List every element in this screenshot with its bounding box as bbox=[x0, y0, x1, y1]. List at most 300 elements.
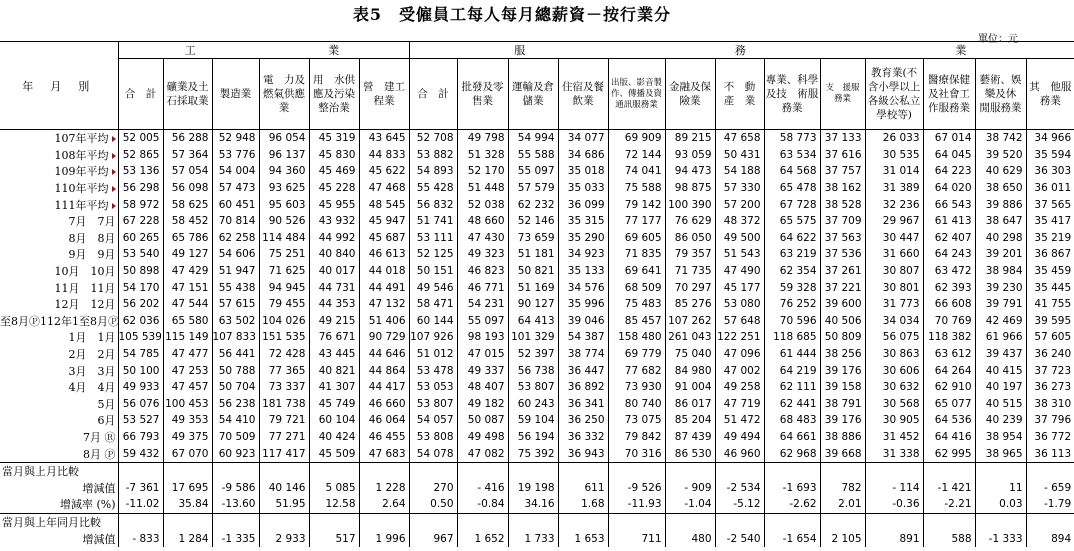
table-cell: 77 177 bbox=[608, 213, 665, 230]
table-row bbox=[0, 263, 1074, 280]
table-cell: 38 162 bbox=[820, 180, 865, 197]
table-cell: 117 417 bbox=[259, 445, 309, 462]
table-cell: 63 534 bbox=[764, 147, 820, 164]
table-cell: 62 393 bbox=[923, 279, 975, 296]
row-label-text: 5月 bbox=[97, 397, 116, 411]
table-cell: 54 410 bbox=[212, 412, 259, 429]
table-cell: 36 240 bbox=[1026, 346, 1074, 363]
table-cell: 96 137 bbox=[259, 147, 309, 164]
table-cell: 58 471 bbox=[409, 296, 457, 313]
empty-cell bbox=[118, 462, 163, 479]
empty-cell bbox=[764, 513, 820, 530]
table-cell: 36 099 bbox=[558, 196, 608, 213]
empty-cell bbox=[665, 462, 715, 479]
table-cell: 39 201 bbox=[975, 246, 1026, 263]
table-cell: -1 333 bbox=[975, 530, 1026, 547]
empty-cell bbox=[608, 513, 665, 530]
empty-cell bbox=[309, 513, 359, 530]
table-cell: 39 046 bbox=[558, 313, 608, 330]
table-cell: 35.84 bbox=[163, 496, 212, 513]
table-cell: 62 910 bbox=[923, 379, 975, 396]
table-cell: 49 500 bbox=[715, 230, 764, 247]
table-cell: 52 948 bbox=[212, 130, 259, 147]
table-cell: 93 625 bbox=[259, 180, 309, 197]
table-cell: 39 176 bbox=[820, 412, 865, 429]
table-cell: 47 002 bbox=[715, 362, 764, 379]
table-cell: 67 728 bbox=[764, 196, 820, 213]
table-cell: 59 432 bbox=[118, 445, 163, 462]
table-cell: 29 967 bbox=[865, 213, 923, 230]
row-label bbox=[0, 230, 118, 247]
table-cell: 19 198 bbox=[508, 479, 558, 496]
row-label bbox=[0, 296, 118, 313]
table-cell: 2.01 bbox=[820, 496, 865, 513]
table-cell: 52 125 bbox=[409, 246, 457, 263]
table-cell: 68 483 bbox=[764, 412, 820, 429]
table-cell: 64 223 bbox=[923, 163, 975, 180]
table-row bbox=[0, 379, 1074, 396]
table-cell: 37 565 bbox=[1026, 196, 1074, 213]
table-cell: 67 228 bbox=[118, 213, 163, 230]
row-label bbox=[0, 496, 118, 513]
table-cell: 36 011 bbox=[1026, 180, 1074, 197]
table-cell: 36 772 bbox=[1026, 429, 1074, 446]
group-services-char-3: 業 bbox=[955, 44, 967, 57]
table-cell: 49 353 bbox=[163, 412, 212, 429]
table-cell: 53 527 bbox=[118, 412, 163, 429]
row-label-text: 10月 10月 bbox=[54, 265, 116, 279]
table-cell: 51 406 bbox=[359, 313, 409, 330]
table-row bbox=[0, 329, 1074, 346]
table-cell: 44 417 bbox=[359, 379, 409, 396]
table-cell: 62 111 bbox=[764, 379, 820, 396]
table-cell: 63 502 bbox=[212, 313, 259, 330]
table-cell: 53 111 bbox=[409, 230, 457, 247]
empty-cell bbox=[259, 462, 309, 479]
table-cell: 56 298 bbox=[118, 180, 163, 197]
table-cell: 50 100 bbox=[118, 362, 163, 379]
table-cell: 60 451 bbox=[212, 196, 259, 213]
table-cell: 36 943 bbox=[558, 445, 608, 462]
table-cell: 54 078 bbox=[409, 445, 457, 462]
table-cell: 86 017 bbox=[665, 396, 715, 413]
table-cell: 40 017 bbox=[309, 263, 359, 280]
table-cell: 69 641 bbox=[608, 263, 665, 280]
table-cell: 2 105 bbox=[820, 530, 865, 547]
table-cell: -1 654 bbox=[764, 530, 820, 547]
table-cell: 50 151 bbox=[409, 263, 457, 280]
column-header: 製造業 bbox=[212, 59, 259, 130]
row-label bbox=[0, 362, 118, 379]
table-cell: 38 256 bbox=[820, 346, 865, 363]
table-cell: 47 477 bbox=[163, 346, 212, 363]
table-cell: -1 335 bbox=[212, 530, 259, 547]
empty-cell bbox=[865, 513, 923, 530]
table-cell: 55 097 bbox=[508, 163, 558, 180]
table-cell: -11.93 bbox=[608, 496, 665, 513]
column-header: 礦業及土石採取業 bbox=[163, 59, 212, 130]
table-cell: 107 833 bbox=[212, 329, 259, 346]
table-row bbox=[0, 362, 1074, 379]
table-cell: 37 796 bbox=[1026, 412, 1074, 429]
table-cell: 63 472 bbox=[923, 263, 975, 280]
table-cell: 79 842 bbox=[608, 429, 665, 446]
table-cell: 39 791 bbox=[975, 296, 1026, 313]
table-cell: 31 014 bbox=[865, 163, 923, 180]
table-cell: 47 253 bbox=[163, 362, 212, 379]
table-cell: 1 653 bbox=[558, 530, 608, 547]
table-cell: 96 054 bbox=[259, 130, 309, 147]
table-cell: 47 544 bbox=[163, 296, 212, 313]
table-cell: 64 416 bbox=[923, 429, 975, 446]
table-cell: 39 158 bbox=[820, 379, 865, 396]
table-cell: 73 659 bbox=[508, 230, 558, 247]
table-cell: -5.12 bbox=[715, 496, 764, 513]
table-cell: -1.79 bbox=[1026, 496, 1074, 513]
table-cell: 55 588 bbox=[508, 147, 558, 164]
table-cell: 46 960 bbox=[715, 445, 764, 462]
table-cell: 43 445 bbox=[309, 346, 359, 363]
row-label-text: 增減率 (%) bbox=[59, 498, 116, 512]
table-cell: 49 546 bbox=[409, 279, 457, 296]
table-cell: 54 994 bbox=[508, 130, 558, 147]
row-label bbox=[0, 346, 118, 363]
table-cell: 41 307 bbox=[309, 379, 359, 396]
table-cell: 51 472 bbox=[715, 412, 764, 429]
table-cell: 30 606 bbox=[865, 362, 923, 379]
table-cell: 38 528 bbox=[820, 196, 865, 213]
table-cell: 85 457 bbox=[608, 313, 665, 330]
table-cell: 52 708 bbox=[409, 130, 457, 147]
table-cell: 118 382 bbox=[923, 329, 975, 346]
table-row bbox=[0, 180, 1074, 197]
table-cell: 70 509 bbox=[212, 429, 259, 446]
table-cell: 35 315 bbox=[558, 213, 608, 230]
table-cell: 49 337 bbox=[457, 362, 508, 379]
table-cell: 89 215 bbox=[665, 130, 715, 147]
table-cell: 64 536 bbox=[923, 412, 975, 429]
table-row bbox=[0, 296, 1074, 313]
table-cell: 51.95 bbox=[259, 496, 309, 513]
table-cell: 47 430 bbox=[457, 230, 508, 247]
section-title: 當月與上年同月比較 bbox=[0, 513, 118, 530]
column-header: 其 他服務業 bbox=[1026, 59, 1074, 130]
table-cell: 30 807 bbox=[865, 263, 923, 280]
table-cell: 85 204 bbox=[665, 412, 715, 429]
table-cell: 53 080 bbox=[715, 296, 764, 313]
row-label-text: 1月 1月 bbox=[68, 331, 116, 345]
table-cell: 55 097 bbox=[457, 313, 508, 330]
table-cell: 47 683 bbox=[359, 445, 409, 462]
table-cell: 62 036 bbox=[118, 313, 163, 330]
table-cell: 58 972 bbox=[118, 196, 163, 213]
table-cell: 75 588 bbox=[608, 180, 665, 197]
table-cell: 50 809 bbox=[820, 329, 865, 346]
table-cell: 62 968 bbox=[764, 445, 820, 462]
table-cell: 62 441 bbox=[764, 396, 820, 413]
table-cell: 0.50 bbox=[409, 496, 457, 513]
empty-cell bbox=[212, 513, 259, 530]
table-cell: 39 520 bbox=[975, 147, 1026, 164]
table-cell: 45 687 bbox=[359, 230, 409, 247]
table-cell: 53 776 bbox=[212, 147, 259, 164]
table-cell: 36 447 bbox=[558, 362, 608, 379]
table-cell: 65 478 bbox=[764, 180, 820, 197]
table-cell: 894 bbox=[1026, 530, 1074, 547]
table-cell: 59 104 bbox=[508, 412, 558, 429]
group-industry-char-2: 業 bbox=[328, 44, 340, 57]
table-cell: 40 415 bbox=[975, 362, 1026, 379]
empty-cell bbox=[558, 513, 608, 530]
column-header: 合 計 bbox=[118, 59, 163, 130]
table-row bbox=[0, 213, 1074, 230]
empty-cell bbox=[923, 462, 975, 479]
row-label-text: 增減值 bbox=[82, 532, 116, 546]
table-cell: 53 136 bbox=[118, 163, 163, 180]
table-cell: 62 232 bbox=[508, 196, 558, 213]
row-label-text: 9月 9月 bbox=[68, 248, 116, 262]
table-cell: 45 509 bbox=[309, 445, 359, 462]
table-cell: 56 076 bbox=[118, 396, 163, 413]
empty-cell bbox=[457, 462, 508, 479]
table-cell: -2.21 bbox=[923, 496, 975, 513]
row-label-text: 12月 12月 bbox=[54, 298, 116, 312]
empty-cell bbox=[508, 462, 558, 479]
table-cell: 57 054 bbox=[163, 163, 212, 180]
table-cell: 67 014 bbox=[923, 130, 975, 147]
table-cell: 5 085 bbox=[309, 479, 359, 496]
table-cell: 65 786 bbox=[163, 230, 212, 247]
row-label-text: 111年平均 bbox=[54, 198, 109, 212]
table-cell: 54 606 bbox=[212, 246, 259, 263]
table-cell: 35 459 bbox=[1026, 263, 1074, 280]
row-label bbox=[0, 412, 118, 429]
row-label bbox=[0, 130, 118, 147]
table-cell: 47 658 bbox=[715, 130, 764, 147]
table-cell: 93 059 bbox=[665, 147, 715, 164]
table-cell: 51 448 bbox=[457, 180, 508, 197]
column-header: 藝術、娛樂及休 閒服務業 bbox=[975, 59, 1026, 130]
table-cell: 49 127 bbox=[163, 246, 212, 263]
table-cell: 51 169 bbox=[508, 279, 558, 296]
table-cell: 67 070 bbox=[163, 445, 212, 462]
table-cell: 517 bbox=[309, 530, 359, 547]
table-cell: 52 170 bbox=[457, 163, 508, 180]
table-cell: 44 833 bbox=[359, 147, 409, 164]
table-cell: 64 243 bbox=[923, 246, 975, 263]
table-cell: 58 773 bbox=[764, 130, 820, 147]
empty-cell bbox=[975, 513, 1026, 530]
table-cell: 79 357 bbox=[665, 246, 715, 263]
table-cell: 967 bbox=[409, 530, 457, 547]
table-cell: 70 297 bbox=[665, 279, 715, 296]
column-header: 不 動 產 業 bbox=[715, 59, 764, 130]
group-services-header bbox=[409, 42, 1074, 59]
table-cell: - 416 bbox=[457, 479, 508, 496]
table-cell: 57 579 bbox=[508, 180, 558, 197]
table-cell: 75 251 bbox=[259, 246, 309, 263]
table-cell: 65 077 bbox=[923, 396, 975, 413]
table-cell: 45 177 bbox=[715, 279, 764, 296]
table-cell: 50 704 bbox=[212, 379, 259, 396]
table-cell: 181 738 bbox=[259, 396, 309, 413]
table-cell: 480 bbox=[665, 530, 715, 547]
table-cell: 60 144 bbox=[409, 313, 457, 330]
table-cell: 37 133 bbox=[820, 130, 865, 147]
column-header: 運輸及倉儲業 bbox=[508, 59, 558, 130]
row-label bbox=[0, 279, 118, 296]
table-cell: -0.36 bbox=[865, 496, 923, 513]
column-header: 支 援服務業 bbox=[820, 59, 865, 130]
empty-cell bbox=[975, 462, 1026, 479]
table-cell: 31 389 bbox=[865, 180, 923, 197]
table-cell: 1.68 bbox=[558, 496, 608, 513]
table-cell: 38 647 bbox=[975, 213, 1026, 230]
table-cell: 1 733 bbox=[508, 530, 558, 547]
table-cell: 38 310 bbox=[1026, 396, 1074, 413]
table-cell: 91 004 bbox=[665, 379, 715, 396]
group-services-char-2: 務 bbox=[734, 44, 746, 57]
table-cell: 35 594 bbox=[1026, 147, 1074, 164]
row-label-text: 108年平均 bbox=[54, 148, 109, 162]
table-cell: 114 484 bbox=[259, 230, 309, 247]
table-cell: 49 323 bbox=[457, 246, 508, 263]
empty-cell bbox=[118, 513, 163, 530]
table-cell: 47 132 bbox=[359, 296, 409, 313]
table-row bbox=[0, 429, 1074, 446]
table-cell: 51 181 bbox=[508, 246, 558, 263]
empty-cell bbox=[359, 513, 409, 530]
table-cell: 56 238 bbox=[212, 396, 259, 413]
table-cell: 40 515 bbox=[975, 396, 1026, 413]
row-label bbox=[0, 379, 118, 396]
row-label bbox=[0, 263, 118, 280]
table-cell: 40 239 bbox=[975, 412, 1026, 429]
table-cell: 64 661 bbox=[764, 429, 820, 446]
row-marker-icon bbox=[112, 169, 116, 175]
table-cell: 73 075 bbox=[608, 412, 665, 429]
table-cell: 85 276 bbox=[665, 296, 715, 313]
column-header: 營 建工程業 bbox=[359, 59, 409, 130]
table-cell: 98 193 bbox=[457, 329, 508, 346]
table-cell: -9 526 bbox=[608, 479, 665, 496]
table-cell: 58 625 bbox=[163, 196, 212, 213]
table-cell: 34 923 bbox=[558, 246, 608, 263]
table-cell: 30 905 bbox=[865, 412, 923, 429]
table-cell: 38 791 bbox=[820, 396, 865, 413]
empty-cell bbox=[558, 462, 608, 479]
section-header-row bbox=[0, 513, 1074, 530]
table-cell: 44 353 bbox=[309, 296, 359, 313]
table-cell: 79 721 bbox=[259, 412, 309, 429]
column-header: 金融及保險業 bbox=[665, 59, 715, 130]
table-cell: 37 221 bbox=[820, 279, 865, 296]
row-label-text: 107年平均 bbox=[54, 132, 109, 146]
table-cell: 47 719 bbox=[715, 396, 764, 413]
table-cell: 73 930 bbox=[608, 379, 665, 396]
table-cell: 54 387 bbox=[558, 329, 608, 346]
table-cell: 42 469 bbox=[975, 313, 1026, 330]
table-cell: 35 996 bbox=[558, 296, 608, 313]
row-label bbox=[0, 246, 118, 263]
table-cell: 70 316 bbox=[608, 445, 665, 462]
table-cell: 53 053 bbox=[409, 379, 457, 396]
table-cell: 158 480 bbox=[608, 329, 665, 346]
table-cell: 44 864 bbox=[359, 362, 409, 379]
table-cell: 46 771 bbox=[457, 279, 508, 296]
table-cell: 36 113 bbox=[1026, 445, 1074, 462]
table-cell: 49 182 bbox=[457, 396, 508, 413]
table-cell: -13.60 bbox=[212, 496, 259, 513]
table-cell: 36 892 bbox=[558, 379, 608, 396]
table-cell: 1 996 bbox=[359, 530, 409, 547]
table-cell: 69 909 bbox=[608, 130, 665, 147]
table-cell: 80 740 bbox=[608, 396, 665, 413]
table-cell: 64 264 bbox=[923, 362, 975, 379]
table-cell: 65 580 bbox=[163, 313, 212, 330]
table-cell: 55 438 bbox=[212, 279, 259, 296]
table-cell: 49 215 bbox=[309, 313, 359, 330]
table-row bbox=[0, 412, 1074, 429]
table-cell: 57 615 bbox=[212, 296, 259, 313]
table-cell: 56 441 bbox=[212, 346, 259, 363]
table-cell: 98 875 bbox=[665, 180, 715, 197]
table-cell: 79 142 bbox=[608, 196, 665, 213]
table-cell: 37 261 bbox=[820, 263, 865, 280]
empty-cell bbox=[1026, 513, 1074, 530]
table-cell: 62 354 bbox=[764, 263, 820, 280]
table-cell: 57 605 bbox=[1026, 329, 1074, 346]
table-cell: 57 473 bbox=[212, 180, 259, 197]
empty-cell bbox=[508, 513, 558, 530]
table-cell: 52 005 bbox=[118, 130, 163, 147]
table-cell: 51 741 bbox=[409, 213, 457, 230]
table-cell: 34 576 bbox=[558, 279, 608, 296]
table-cell: 57 364 bbox=[163, 147, 212, 164]
table-cell: 46 064 bbox=[359, 412, 409, 429]
table-cell: 47 082 bbox=[457, 445, 508, 462]
table-cell: 60 923 bbox=[212, 445, 259, 462]
table-cell: 45 947 bbox=[359, 213, 409, 230]
table-cell: 782 bbox=[820, 479, 865, 496]
table-cell: 122 251 bbox=[715, 329, 764, 346]
unit-label: 單位：元 bbox=[978, 34, 1018, 45]
table-cell: 60 104 bbox=[309, 412, 359, 429]
table-cell: 36 273 bbox=[1026, 379, 1074, 396]
row-label-text: 增減值 bbox=[82, 481, 116, 495]
table-cell: 64 219 bbox=[764, 362, 820, 379]
table-cell: 94 945 bbox=[259, 279, 309, 296]
table-cell: 53 882 bbox=[409, 147, 457, 164]
table-cell: 56 288 bbox=[163, 130, 212, 147]
table-row bbox=[0, 313, 1074, 330]
table-cell: 94 360 bbox=[259, 163, 309, 180]
table-cell: 63 219 bbox=[764, 246, 820, 263]
table-cell: 100 390 bbox=[665, 196, 715, 213]
table-cell: 100 453 bbox=[163, 396, 212, 413]
table-cell: 51 012 bbox=[409, 346, 457, 363]
table-cell: 48 407 bbox=[457, 379, 508, 396]
row-label bbox=[0, 479, 118, 496]
column-header: 出版、影音製作、傳播及資通訊服務業 bbox=[608, 59, 665, 130]
table-cell: 107 926 bbox=[409, 329, 457, 346]
table-cell: 50 898 bbox=[118, 263, 163, 280]
table-cell: 45 749 bbox=[309, 396, 359, 413]
table-row bbox=[0, 530, 1074, 547]
table-cell: 26 033 bbox=[865, 130, 923, 147]
empty-cell bbox=[409, 513, 457, 530]
table-cell: 48 545 bbox=[359, 196, 409, 213]
